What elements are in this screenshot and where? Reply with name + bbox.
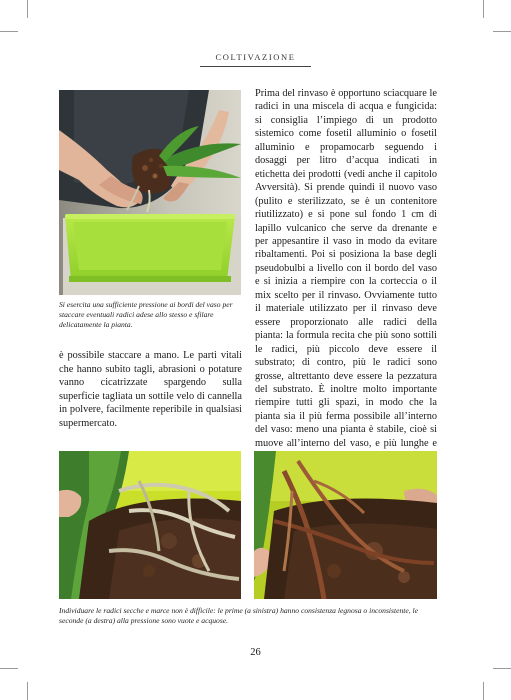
body-text-right-column: Prima del rinvaso è opportuno sciacquare le radici in una miscela di acqua e fungicida: si consiglia l’impiego di un prodotto sistemico come fosetil alluminio o fosetil alluminio e propamocarb seguendo i dosaggi per litro d’acqua indicati in etichetta dei prodotti (vedi anche il capitolo Avversità). Si prende quindi il nuovo vaso (pulito e sterilizzato, se è un contenitore riutilizzato) e si pone sul fondo 1 cm di lapillo vulcanico che serve da drenante e per appesantire il vaso in modo da evitare ribaltamenti. Poi si posiziona la base degli pseudobulbi a livello con il bordo del vaso e si inizia a riempire con la corteccia o il mix scelto per il rinvaso. Ovviamente tutto il materiale utilizzato per il rinvaso deve essere proporzionato alle radici della pianta: la formula recita che più sono sottili le radici, più piccolo deve essere il substrato; di contro, più le radici sono grosse, altrettanto deve essere la pezzatura del substrato. È inoltre molto importante riempire tutti gli spazi, in modo che la pianta sia il più ferma possibile all’interno del vaso: meno una pianta è stabile, cioè si muove all’interno del vaso, e più lunghe e [255,88,437,449]
crop-mark [483,682,484,700]
crop-mark [0,31,18,32]
running-header: COLTIVAZIONE [215,52,296,62]
crop-mark [493,668,511,669]
crop-mark [0,668,18,669]
caption-roots: Individuare le radici secche e marce non è difficile: le prime (a sinistra) hanno consistenza legnosa o inconsistente, le seconde (a destra) alla pressione sono vuote e acquose. [59,606,419,626]
page-number: 26 [250,647,261,658]
crop-mark [27,0,28,18]
photo-rotten-roots [254,451,437,599]
caption-repotting: Si esercita una sufficiente pressione ai bordi del vaso per staccare eventuali radici adese allo stesso e sfilare delicatamente la pianta. [59,300,233,330]
body-text-left-column: è possibile staccare a mano. Le parti vitali che hanno subito tagli, abrasioni o potature vanno cicatrizzate spargendo sulla superficie tagliata un sottile velo di cannella in polvere, facilmente reperibile in qualsiasi supermercato. [59,350,242,429]
crop-mark [493,31,511,32]
photo-repotting [59,90,241,295]
photo-dry-roots [59,451,241,599]
header-rule [200,66,311,67]
crop-mark [483,0,484,18]
crop-mark [27,682,28,700]
